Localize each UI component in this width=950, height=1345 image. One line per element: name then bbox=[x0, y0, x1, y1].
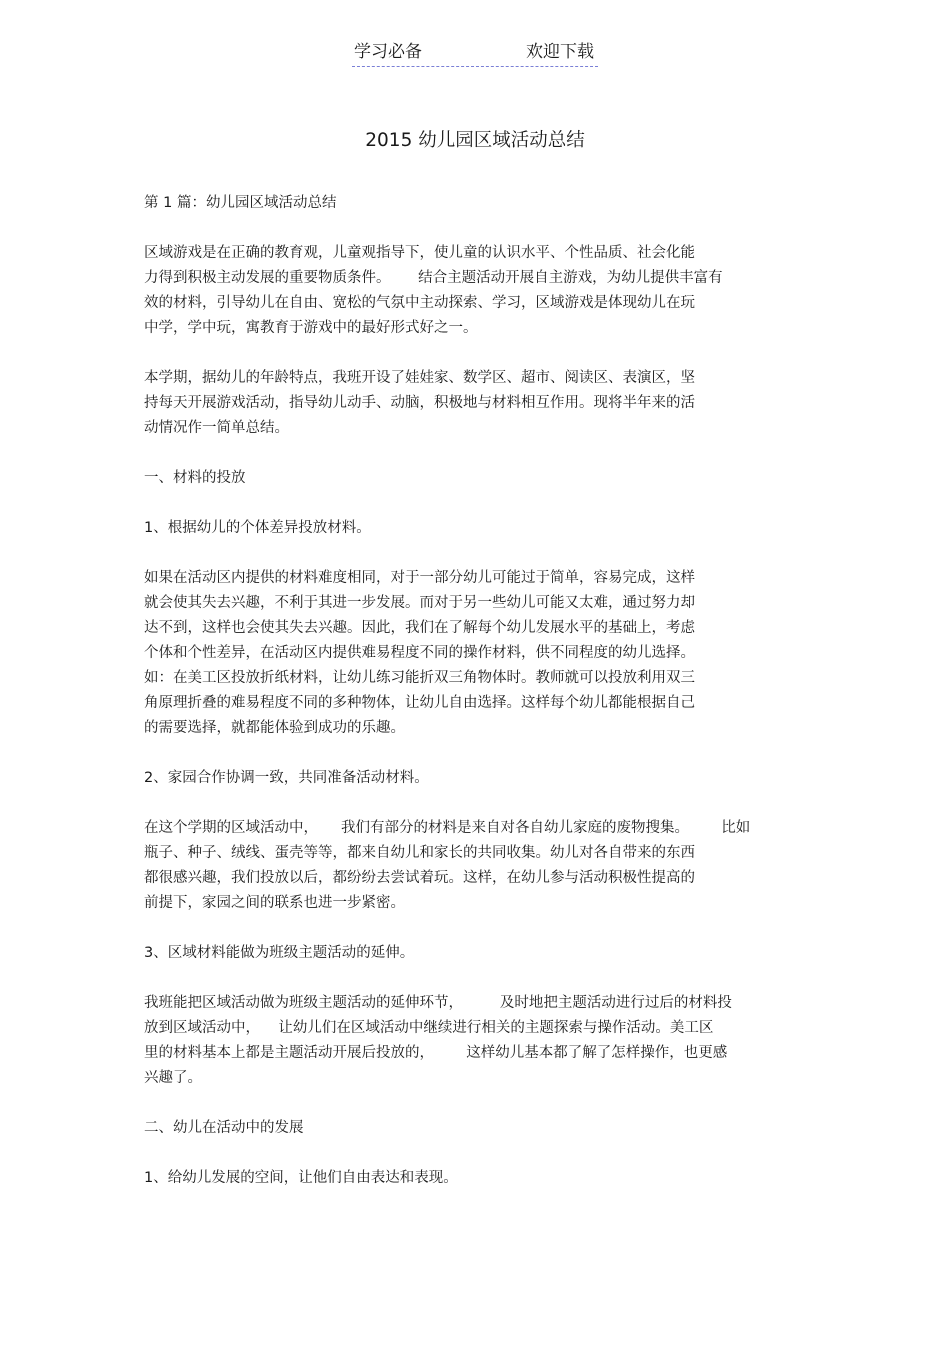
text-line: 持每天开展游戏活动，指导幼儿动手、动脑，积极地与材料相互作用。现将半年来的活 bbox=[144, 395, 695, 411]
text-line: 角原理折叠的难易程度不同的多种物体，让幼儿自由选择。这样每个幼儿都能根据自己 bbox=[144, 695, 695, 711]
document-title: 2015 幼儿园区域活动总结 bbox=[365, 130, 585, 151]
page-header bbox=[352, 40, 598, 67]
paragraph bbox=[144, 366, 695, 441]
text-line: 1、根据幼儿的个体差异投放材料。 bbox=[144, 520, 371, 536]
heading-line bbox=[144, 516, 371, 541]
heading-line bbox=[144, 1116, 304, 1141]
header-right-text: 欢迎下载 bbox=[526, 42, 594, 62]
heading-line bbox=[144, 766, 429, 791]
heading-line bbox=[144, 191, 336, 216]
heading-line bbox=[144, 941, 414, 966]
text-line: 1、给幼儿发展的空间，让他们自由表达和表现。 bbox=[144, 1170, 458, 1186]
text-line: 2、家园合作协调一致，共同准备活动材料。 bbox=[144, 770, 429, 786]
text-line: 3、区域材料能做为班级主题活动的延伸。 bbox=[144, 945, 415, 961]
text-line: 第 1 篇：幼儿园区域活动总结 bbox=[144, 195, 337, 211]
text-line: 中学，学中玩，寓教育于游戏中的最好形式好之一。 bbox=[144, 320, 478, 336]
text-line: 瓶子、种子、绒线、蛋壳等等，都来自幼儿和家长的共同收集。幼儿对各自带来的东西 bbox=[144, 845, 695, 861]
text-line: 如：在美工区投放折纸材料，让幼儿练习能折双三角物体时。教师就可以投放利用双三 bbox=[144, 670, 695, 686]
paragraph bbox=[144, 241, 723, 341]
header-left-text: 学习必备 bbox=[354, 42, 422, 62]
text-line: 二、幼儿在活动中的发展 bbox=[144, 1120, 304, 1136]
text-line: 力得到积极主动发展的重要物质条件。 结合主题活动开展自主游戏，为幼儿提供丰富有 bbox=[144, 270, 723, 286]
text-line: 里的材料基本上都是主题活动开展后投放的， 这样幼儿基本都了解了怎样操作，也更感 bbox=[144, 1045, 728, 1061]
text-line: 前提下，家园之间的联系也进一步紧密。 bbox=[144, 895, 405, 911]
text-line: 我班能把区域活动做为班级主题活动的延伸环节， 及时地把主题活动进行过后的材料投 bbox=[144, 995, 732, 1011]
paragraph bbox=[144, 566, 695, 741]
heading-line bbox=[144, 1166, 458, 1191]
text-line: 动情况作一简单总结。 bbox=[144, 420, 289, 436]
text-line: 兴趣了。 bbox=[144, 1070, 202, 1086]
paragraph bbox=[144, 991, 732, 1091]
heading-line bbox=[144, 466, 246, 491]
text-line: 都很感兴趣，我们投放以后，都纷纷去尝试着玩。这样，在幼儿参与活动积极性提高的 bbox=[144, 870, 695, 886]
text-line: 就会使其失去兴趣，不利于其进一步发展。而对于另一些幼儿可能又太难，通过努力却 bbox=[144, 595, 695, 611]
text-line: 达不到，这样也会使其失去兴趣。因此，我们在了解每个幼儿发展水平的基础上，考虑 bbox=[144, 620, 695, 636]
text-line: 一、材料的投放 bbox=[144, 470, 246, 486]
text-line: 个体和个性差异，在活动区内提供难易程度不同的操作材料，供不同程度的幼儿选择。 bbox=[144, 645, 695, 661]
text-line: 区域游戏是在正确的教育观，儿童观指导下，使儿童的认识水平、个性品质、社会化能 bbox=[144, 245, 695, 261]
text-line: 在这个学期的区域活动中， 我们有部分的材料是来自对各自幼儿家庭的废物搜集。 比如 bbox=[144, 820, 751, 836]
text-line: 效的材料，引导幼儿在自由、宽松的气氛中主动探索、学习，区域游戏是体现幼儿在玩 bbox=[144, 295, 695, 311]
paragraph bbox=[144, 816, 750, 916]
text-line: 本学期，据幼儿的年龄特点，我班开设了娃娃家、数学区、超市、阅读区、表演区，坚 bbox=[144, 370, 695, 386]
text-line: 放到区域活动中， 让幼儿们在区域活动中继续进行相关的主题探索与操作活动。美工区 bbox=[144, 1020, 714, 1036]
text-line: 如果在活动区内提供的材料难度相同，对于一部分幼儿可能过于简单，容易完成，这样 bbox=[144, 570, 695, 586]
text-line: 的需要选择，就都能体验到成功的乐趣。 bbox=[144, 720, 405, 736]
